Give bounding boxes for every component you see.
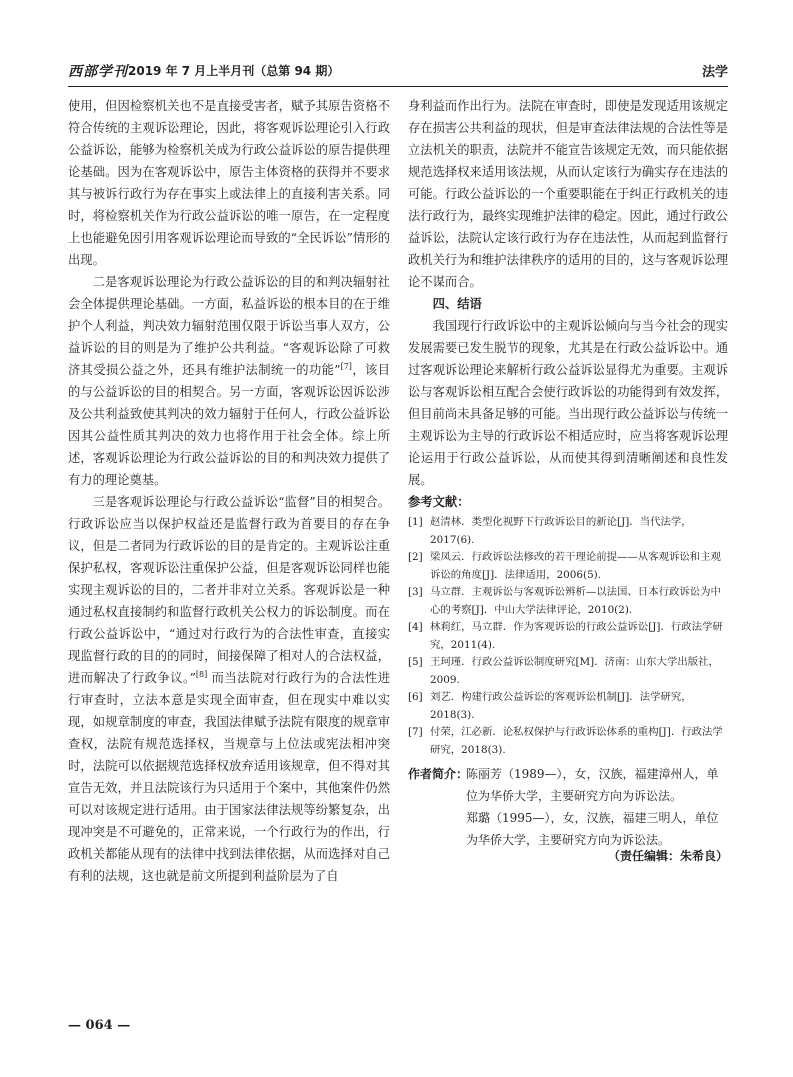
section-title: 法学 bbox=[701, 65, 728, 80]
reference-number: [2] bbox=[408, 551, 423, 563]
issue-info: 2019 年 7 月上半月刊（总第 94 期） bbox=[128, 64, 340, 78]
reference-text: 梁凤云．行政诉讼法修改的若干理论前提——从客观诉讼和主观诉讼的角度[J]．法律适用，2006(5). bbox=[430, 551, 721, 581]
reference-number: [1] bbox=[408, 516, 423, 528]
paragraph: 身利益而作出行为。法院在审查时，即使是发现适用该规定存在损害公共利益的现状，但是审查法律法规的合法性等是立法机关的职责，法院并不能宣告该规定无效，而只能依据规范选择权来适用该法规，从而认定该行为确实存在违法的可能。行政公益诉讼的一个重要职能在于纠正行政机关的违法行政行为，最终实现维护法律的稳定。因此，通过行政公益诉讼，法院认定该行政行为存在违法性，从而起到监督行政机关行为和维护法律秩序的适用的目的，这与客观诉讼理论不谋而合。 bbox=[408, 99, 728, 289]
references-title: 参考文献： bbox=[408, 495, 470, 509]
reference-list bbox=[408, 514, 728, 759]
reference-item bbox=[408, 619, 728, 654]
reference-number: [4] bbox=[408, 621, 423, 633]
reference-number: [3] bbox=[408, 586, 423, 598]
reference-text: 王珂瑾．行政公益诉讼制度研究[M]．济南：山东大学出版社，2009. bbox=[430, 656, 719, 686]
section-heading: 四、结语 bbox=[432, 297, 482, 311]
reference-text: 刘艺．构建行政公益诉讼的客观诉讼机制[J]．法学研究，2018(3). bbox=[430, 691, 692, 721]
page-number: — 064 — bbox=[68, 1018, 131, 1033]
author-entry: 郑璐（1995—），女，汉族，福建三明人，单位为华侨大学，主要研究方向为诉讼法。 bbox=[466, 811, 719, 847]
left-column bbox=[68, 95, 390, 887]
citation-ref: [7] bbox=[340, 361, 352, 371]
journal-logo: 西部学刊 bbox=[68, 64, 128, 80]
reference-text: 林莉红，马立群．作为客观诉讼的行政公益诉讼[J]．行政法学研究，2011(4). bbox=[430, 621, 723, 651]
reference-number: [6] bbox=[408, 691, 423, 703]
reference-item bbox=[408, 514, 728, 549]
paragraph-text: 二是客观诉讼理论为行政公益诉讼的目的和判决辐射社会全体提供理论基础。一方面，私益诉讼的根本目的在于维护个人利益，判决效力辐射范围仅限于诉讼当事人双方，公益诉讼的目的则是为了维护公共利益。“客观诉讼除了可救济其受损公益之外，还具有维护法制统一的功能” bbox=[68, 275, 390, 377]
paragraph-text: ，该目的与公益诉讼的目的相契合。另一方面，客观诉讼因诉讼涉及公共利益致使其判决的效力辐射于任何人，行政公益诉讼因其公益性质其判决的效力也将作用于社会全体。综上所述，客观诉讼理论为行政公益诉讼的目的和判决效力提供了有力的理论奠基。 bbox=[68, 363, 390, 487]
reference-number: [5] bbox=[408, 656, 423, 668]
reference-item bbox=[408, 584, 728, 619]
author-bio bbox=[408, 763, 728, 851]
page-header bbox=[68, 61, 728, 85]
responsible-editor: （责任编辑：朱希良） bbox=[607, 849, 728, 863]
paragraph-text: 三是客观诉讼理论与行政公益诉讼“监督”目的相契合。行政诉讼应当以保护权益还是监督行政为首要目的存在争议，但是二者同为行政诉讼的目的是肯定的。主观诉讼注重保护私权，客观诉讼注重保护公益，但是客观诉讼同样也能实现主观诉讼的目的，二者并非对立关系。客观诉讼是一种通过私权直接制约和监督行政机关公权力的诉讼制度。而在行政公益诉讼中，“通过对行政行为的合法性审查，直接实现监督行政的目的的同时，间接保障了相对人的合法权益，进而解决了行政争议。” bbox=[68, 495, 390, 685]
author-bio-entries bbox=[466, 763, 728, 851]
references bbox=[408, 492, 728, 759]
paragraph-text: 而当法院对行政行为的合法性进行审查时，立法本意是实现全面审查，但在现实中难以实现，如规章制度的审查，我国法律赋予法院有限度的规章审查权，法院有规范选择权，当规章与上位法或宪法相冲突时，法院可以依据规范选择权放弃适用该规章，但不得对其宣告无效，并且法院该行为只适用于个案中，其他案件仍然可以对该规定进行适用。由于国家法律法规等纷繁复杂，出现冲突是不可避免的，正常来说，一个行政行为的作出，行政机关都能从现有的法律中找到法律依据，从而选择对自己有利的法规，这也就是前文所提到利益阶层为了自 bbox=[68, 671, 390, 883]
header-rule bbox=[68, 86, 728, 87]
reference-number: [7] bbox=[408, 726, 423, 738]
reference-text: 赵清林．类型化视野下行政诉讼目的新论[J]．当代法学，2017(6). bbox=[430, 516, 692, 546]
author-bio-label: 作者简介： bbox=[408, 767, 469, 781]
reference-item bbox=[408, 689, 728, 724]
paragraph bbox=[68, 271, 390, 491]
paragraph bbox=[68, 491, 390, 887]
reference-text: 马立群．主观诉讼与客观诉讼辨析—以法国、日本行政诉讼为中心的考察[J]．中山大学法律评论，2010(2). bbox=[430, 586, 721, 616]
reference-text: 付荣，江必新．论私权保护与行政诉讼体系的重构[J]．行政法学研究，2018(3). bbox=[430, 726, 723, 756]
right-column bbox=[408, 95, 728, 491]
citation-ref: [8] bbox=[195, 669, 208, 679]
paragraph: 我国现行行政诉讼中的主观诉讼倾向与当今社会的现实发展需要已发生脱节的现象，尤其是在行政公益诉讼中。通过客观诉讼理论来解析行政公益诉讼显得尤为重要。主观诉讼与客观诉讼相互配合会使行政诉讼的功能得到有效发挥，但目前尚未具备足够的可能。当出现行政公益诉讼与传统一主观诉讼为主导的行政诉讼不相适应时，应当将客观诉讼理论运用于行政公益诉讼，从而使其得到清晰阐述和良性发展。 bbox=[408, 319, 728, 487]
paragraph: 使用，但因检察机关也不是直接受害者，赋予其原告资格不符合传统的主观诉讼理论，因此，将客观诉讼理论引入行政公益诉讼，能够为检察机关成为行政公益诉讼的原告提供理论基础。因为在客观诉讼中，原告主体资格的获得并不要求其与被诉行政行为存在事实上或法律上的直接利害关系。同时，将检察机关作为行政公益诉讼的唯一原告，在一定程度上也能避免因引用客观诉讼理论而导致的“全民诉讼”情形的出现。 bbox=[68, 99, 390, 267]
reference-item bbox=[408, 724, 728, 759]
reference-item bbox=[408, 654, 728, 689]
author-entry: 陈丽芳（1989—），女，汉族，福建漳州人，单位为华侨大学，主要研究方向为诉讼法。 bbox=[466, 767, 719, 803]
reference-item bbox=[408, 549, 728, 584]
